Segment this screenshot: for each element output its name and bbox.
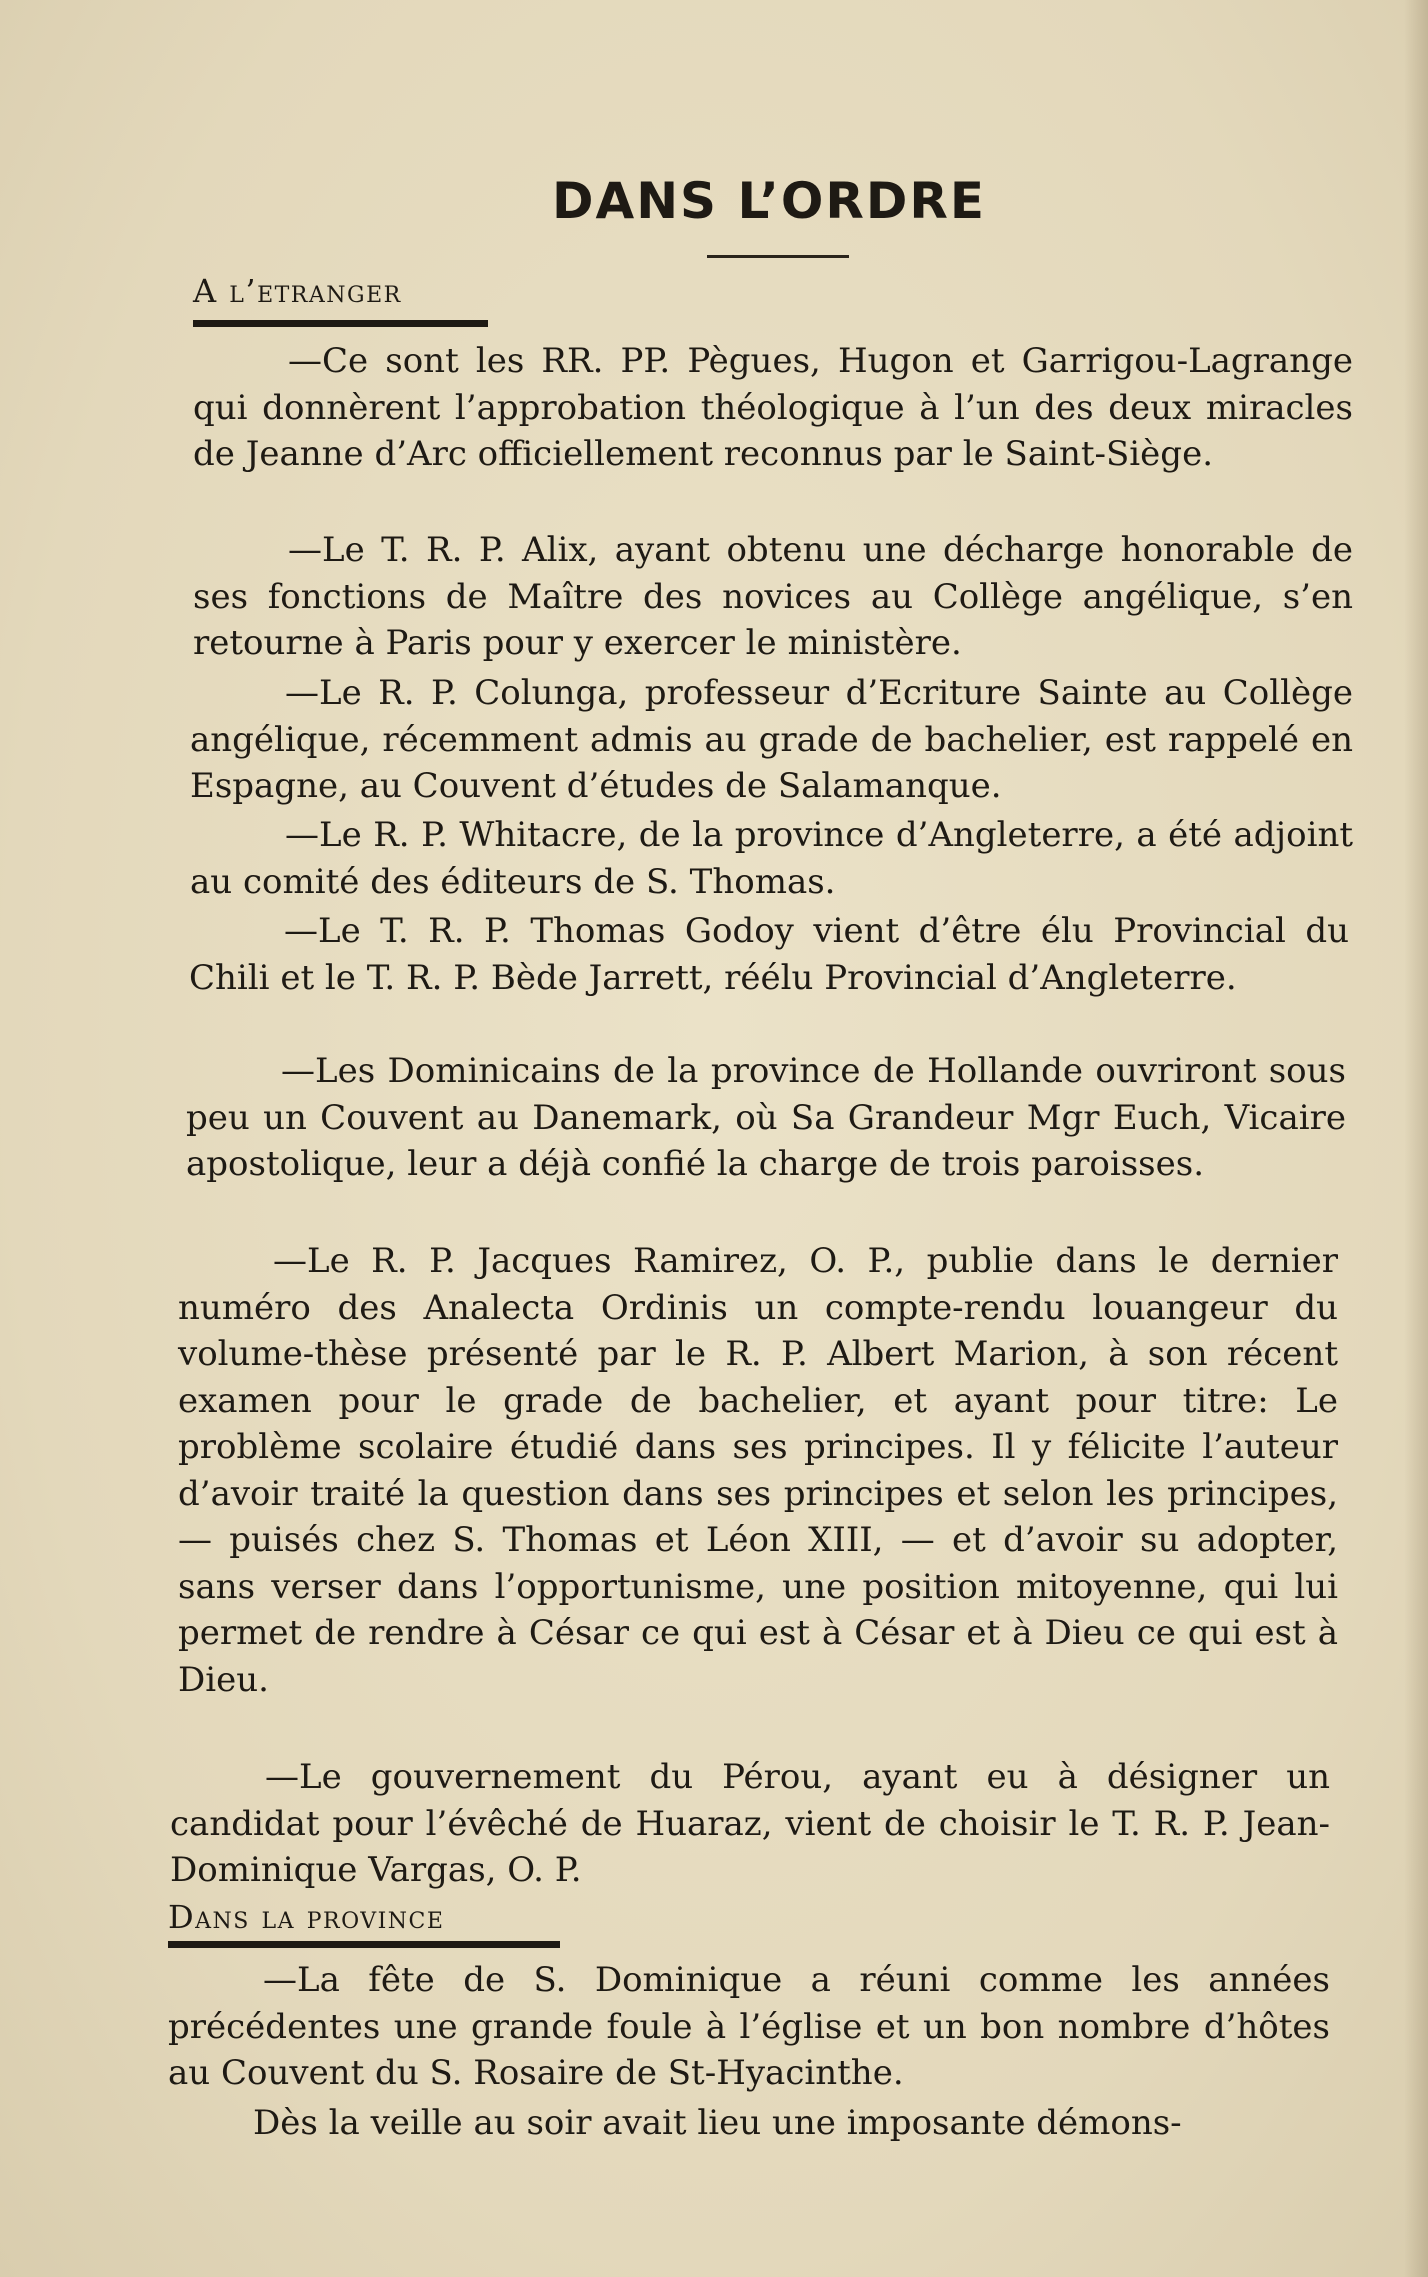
paragraph: —Les Dominicains de la province de Hollande ouvriront sous peu un Couvent au Danemark, où Sa Grandeur Mgr Euch, Vicaire apostolique, leur a déjà confié la charge de trois paroisses. bbox=[186, 1051, 1346, 1184]
section-rule-province bbox=[168, 1941, 560, 1948]
paragraph: —Le R. P. Jacques Ramirez, O. P., publie dans le dernier numéro des Analecta Ordinis un compte-rendu louangeur du volume-thèse présenté par le R. P. Albert Marion, à son récent examen pour le grade de bachelier, et ayant pour titre: Le problème scolaire étudié dans ses principes. Il y félicite l’auteur d’avoir traité la question dans ses principes et selon les principes, — puisés chez S. Thomas et Léon XIII, — et d’avoir su adopter, sans verser dans l’opportunisme, une position mitoyenne, qui lui permet de rendre à César ce qui est à César et à Dieu ce qui est à Dieu. bbox=[178, 1241, 1338, 1700]
page-edge-shadow bbox=[1404, 0, 1428, 2277]
section-heading-province: Dans la province bbox=[168, 1898, 445, 1936]
paragraph: —Le T. R. P. Thomas Godoy vient d’être élu Provincial du Chili et le T. R. P. Bède Jarrett, réélu Provincial d’Angleterre. bbox=[189, 911, 1349, 998]
paragraph: —Le gouvernement du Pérou, ayant eu à désigner un candidat pour l’évêché de Huaraz, vient de choisir le T. R. P. Jean-Dominique Vargas, O. P. bbox=[170, 1757, 1330, 1890]
paragraph: —Ce sont les RR. PP. Pègues, Hugon et Garrigou-Lagrange qui donnèrent l’approbation théologique à l’un des deux miracles de Jeanne d’Arc officiellement reconnus par le Saint-Siège. bbox=[193, 341, 1353, 474]
section-rule-etranger bbox=[193, 320, 488, 327]
paragraph: —Le R. P. Whitacre, de la province d’Angleterre, a été adjoint au comité des éditeurs de S. Thomas. bbox=[190, 815, 1353, 902]
paragraph: Dès la veille au soir avait lieu une imposante démons- bbox=[253, 2103, 1182, 2143]
section-heading-etranger: A l’etranger bbox=[193, 272, 402, 310]
paragraph: —Le R. P. Colunga, professeur d’Ecriture Sainte au Collège angélique, récemment admis au grade de bachelier, est rappelé en Espagne, au Couvent d’études de Salamanque. bbox=[190, 673, 1353, 806]
paragraph: —La fête de S. Dominique a réuni comme les années précédentes une grande foule à l’église et un bon nombre d’hôtes au Couvent du S. Rosaire de St-Hyacinthe. bbox=[168, 1960, 1330, 2093]
paragraph: —Le T. R. P. Alix, ayant obtenu une décharge honorable de ses fonctions de Maître des novices au Collège angélique, s’en retourne à Paris pour y exercer le ministère. bbox=[193, 530, 1353, 663]
title-underline bbox=[707, 255, 849, 258]
page-title: DANS L’ORDRE bbox=[552, 172, 986, 230]
